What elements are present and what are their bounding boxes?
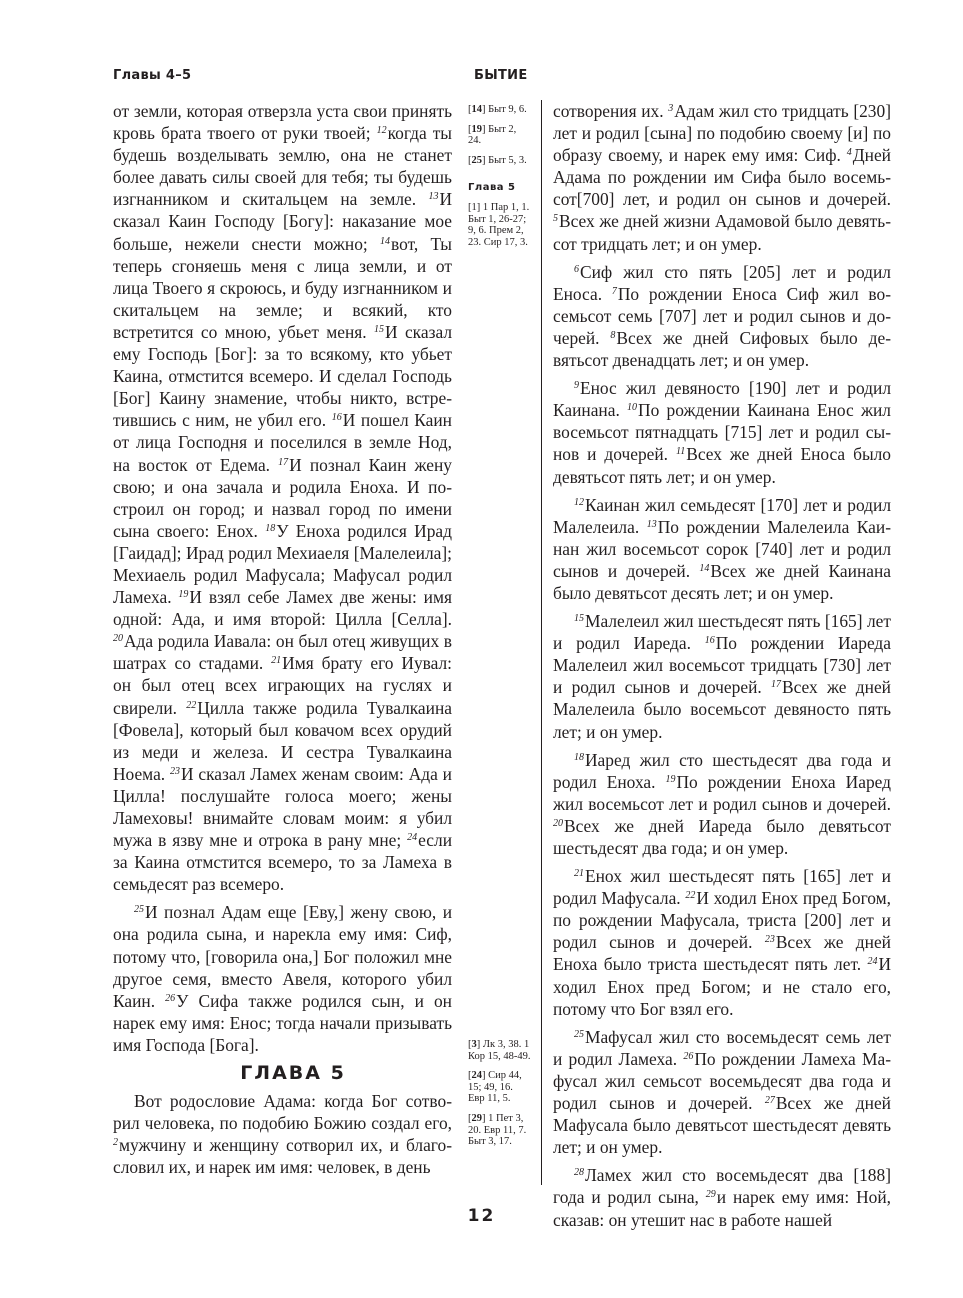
verse-number: 16: [331, 412, 342, 424]
paragraph: $^{28}$Ламех жил сто восемьдесят два [188] года и родил сына, $^{29}$и нарек ему имя: Ной, сказав: он утешит нас в работе нашей: [553, 1165, 891, 1230]
verse-number: 26: [683, 1050, 694, 1062]
cross-reference: [29] 1 Пет 3, 20. Евр 11, 7. Быт 3, 17.: [468, 1112, 527, 1148]
verse-number: 11: [675, 446, 686, 458]
paragraph: от земли, которая отверзла уста свои принять кровь брата твоего от руки твоей; $^{12}$когда ты будешь возделывать землю, она не станет более давать силы своей для тебя; ты будешь изгнанником и скитальцем на земле. $^{13}$И сказал Каин Господу [Богу]: наказание мое больше, нежели снести можно; $^{14}$вот, Ты теперь сгоняешь меня с лица земли, и от лица Твоего я скроюсь, и буду изгнанником и скитальцем на земле; и всякий, кто встретится со мною, убьет меня. $^{15}$И сказал ему Господь [Бог]: за то всякому, кто убьет Каина, отмстится всемеро. И сделал Господь [Бог] Каину знамение, чтобы никто, встретившись с ним, не убил его. $^{16}$И пошел Каин от лица Господня и поселился в земле Нод, на восток от Едема. $^{17}$И познал Каин жену свою; и она зачала и родила Еноха. И построил он город; и назвал город по имени сына своего: Енох. $^{18}$У Еноха родился Ирад [Гаидад]; Ирад родил Мехиаеля [Малелеила]; Мехиаель родил Мафусала; Мафусал родил Ламеха. $^{19}$И взял себе Ламех две жены: имя одной: Ада, и имя второй: Цилла [Селла]. $^{20}$Ада родила Иавала: он был отец живущих в шатрах со стадами. $^{21}$Имя брату его Иувал: он был отец всех играющих на гуслях и свирели. $^{22}$Цилла также родила Тувалкаина [Фовела], который был ковачом всех орудий из меди и железа. И сестра Тувалкаина Ноема. $^{23}$И сказал Ламех женам своим: Ада и Цилла! послушайте голоса моего; жены Ламеховы! внимайте словам моим: я убил мужа в язву мне и отрока в рану мне; $^{24}$если за Каина отмстится всемеро, то за Ламеха в семьдесят раз всемеро.: [113, 101, 453, 895]
verse-number: 5: [553, 213, 558, 225]
column-divider: [541, 100, 542, 1185]
paragraph: Вот родословие Адама: когда Бог сотворил человека, по подобию Божию создал его, $^2$мужчину и женщину сотворил их, и благословил их, и нарек им имя: человек, в день: [113, 1091, 452, 1178]
verse-number: 29: [705, 1189, 716, 1201]
verse-number: 28: [574, 1167, 584, 1179]
paragraph: $^{21}$Енох жил шестьдесят пять [165] лет и родил Мафусала. $^{22}$И ходил Енох пред Богом, по рождении Мафусала, триста [200] лет и родил сынов и дочерей. $^{23}$Всех же дней Еноха было триста шестьдесят пять лет. $^{24}$И ходил Енох пред Богом; и не стало его, потому что Бог взял его.: [553, 866, 891, 1019]
verse-number: 25: [134, 904, 144, 916]
verse-number: 22: [685, 890, 696, 902]
verse-number: 24: [407, 832, 418, 844]
running-head-book-title: БЫТИЕ: [474, 68, 528, 83]
verse-number: 20: [113, 633, 123, 645]
chapter-heading: ГЛАВА 5: [240, 1062, 346, 1085]
verse-number: 16: [704, 635, 715, 647]
page-number: 12: [467, 1206, 496, 1226]
cross-reference: [1] 1 Пар 1, 1. Быт 1, 26-27; 9, 6. Прем 2, 23. Сир 17, 3.: [468, 201, 530, 248]
verse-number: 3: [668, 103, 674, 114]
verse-number: 21: [271, 655, 282, 667]
verse-number: 19: [178, 589, 189, 601]
verse-number: 21: [574, 868, 584, 880]
verse-number: 17: [771, 679, 782, 691]
verse-number: 6: [574, 263, 579, 275]
verse-number: 2: [113, 1137, 118, 1149]
verse-number: 14: [380, 235, 391, 247]
verse-number: 15: [574, 613, 584, 625]
verse-number: 19: [665, 773, 676, 785]
verse-number: 20: [553, 817, 563, 829]
verse-number: 25: [574, 1028, 584, 1040]
verse-number: 22: [186, 699, 197, 711]
cross-reference: [3] Лк 3, 38. 1 Кор 15, 48-49.: [468, 1039, 531, 1062]
verse-number: 8: [610, 329, 616, 341]
paragraph: $^{25}$И познал Адам еще [Еву,] жену свою, и она родила сына, и нарекла ему имя: Сиф, потому что, [говорила она,] Бог положил мне другое семя, вместо Авеля, которого убил Каин. $^{26}$У Сифа также родился сын, и он нарек ему имя: Енос; тогда начали призывать имя Господа [Бога].: [113, 902, 452, 1055]
cross-reference: [14] Быт 9, 6.: [468, 104, 527, 115]
verse-number: 12: [376, 125, 387, 137]
verse-number: 12: [574, 496, 584, 508]
verse-number: 9: [574, 380, 579, 392]
paragraph: $^9$Енос жил девяносто [190] лет и родил Каинана. $^{10}$По рождении Каинана Енос жил восемьсот пятнадцать [715] лет и родил сынов и дочерей. $^{11}$Всех же дней Еноса было девятьсот пять лет; и он умер.: [553, 378, 891, 487]
text-column-left: [113, 100, 452, 1179]
margin-references-top: [468, 104, 532, 256]
margin-references-bottom: [468, 1039, 532, 1156]
verse-number: 4: [846, 147, 852, 159]
verse-number: 26: [165, 992, 176, 1004]
verse-number: 18: [265, 522, 276, 534]
text-column-right: [553, 100, 891, 1231]
paragraph: $^{12}$Каинан жил семьдесят [170] лет и родил Малелеила. $^{13}$По рождении Малелеила Каинан жил восемьсот сорок [740] лет и родил сынов и дочерей. $^{14}$Всех же дней Каинана было девятьсот десять лет; и он умер.: [553, 494, 892, 603]
verse-number: 18: [574, 751, 584, 763]
verse-number: 10: [627, 402, 638, 414]
margin-chapter-label: Глава 5: [468, 182, 516, 194]
verse-number: 17: [278, 456, 289, 468]
verse-number: 7: [611, 285, 617, 297]
cross-reference: [19] Быт 2, 24.: [468, 123, 517, 147]
verse-number: 27: [764, 1095, 775, 1107]
paragraph: $^6$Сиф жил сто пять [205] лет и родил Еноса. $^7$По рождении Еноса Сиф жил восемьсот семь [707] лет и родил сынов и дочерей. $^8$Всех же дней Сифовых было девятьсот двенадцать лет; и он умер.: [553, 261, 892, 371]
verse-number: 15: [374, 323, 385, 335]
verse-number: 23: [764, 934, 775, 946]
verse-number: 13: [428, 191, 439, 203]
paragraph: $^{15}$Малелеил жил шестьдесят пять [165] лет и родил Иареда. $^{16}$По рождении Иареда Малелеил жил восемьсот тридцать [730] лет и родил сынов и дочерей. $^{17}$Всех же дней Малелеила было восемьсот девяносто пять лет; и он умер.: [553, 611, 891, 742]
verse-number: 24: [867, 956, 878, 968]
cross-reference: [25] Быт 5, 3.: [468, 154, 527, 166]
paragraph: $^{18}$Иаред жил сто шестьдесят два года и родил Еноха. $^{19}$По рождении Еноха Иаред жил восемьсот лет и родил сынов и дочерей. $^{20}$Всех же дней Иареда было девятьсот шестьдесят два года; и он умер.: [553, 749, 891, 858]
paragraph: $^{25}$Мафусал жил сто восемьдесят семь лет и родил Ламеха. $^{26}$По рождении Ламеха Мафусал жил семьсот восемьдесят два года и родил сынов и дочерей. $^{27}$Всех же дней Мафусала было девятьсот шестьдесят девять лет; и он умер.: [553, 1026, 891, 1158]
cross-reference: [24] Сир 44, 15; 49, 16. Евр 11, 5.: [468, 1070, 522, 1105]
paragraph: сотворения их. $^3$Адам жил сто тридцать [230] лет и родил [сына] по подобию своему [и] по образу своему, и нарек ему имя: Сиф. $^4$Дней Адама по рождении им Сифа было восемьсот[700] лет, и родил он сынов и дочерей. $^5$Всех же дней жизни Адамовой было девятьсот тридцать лет; и он умер.: [553, 101, 891, 254]
running-head-chapters: Главы 4–5: [113, 68, 192, 83]
verse-number: 14: [699, 562, 710, 574]
verse-number: 23: [169, 765, 180, 777]
verse-number: 13: [646, 518, 657, 530]
